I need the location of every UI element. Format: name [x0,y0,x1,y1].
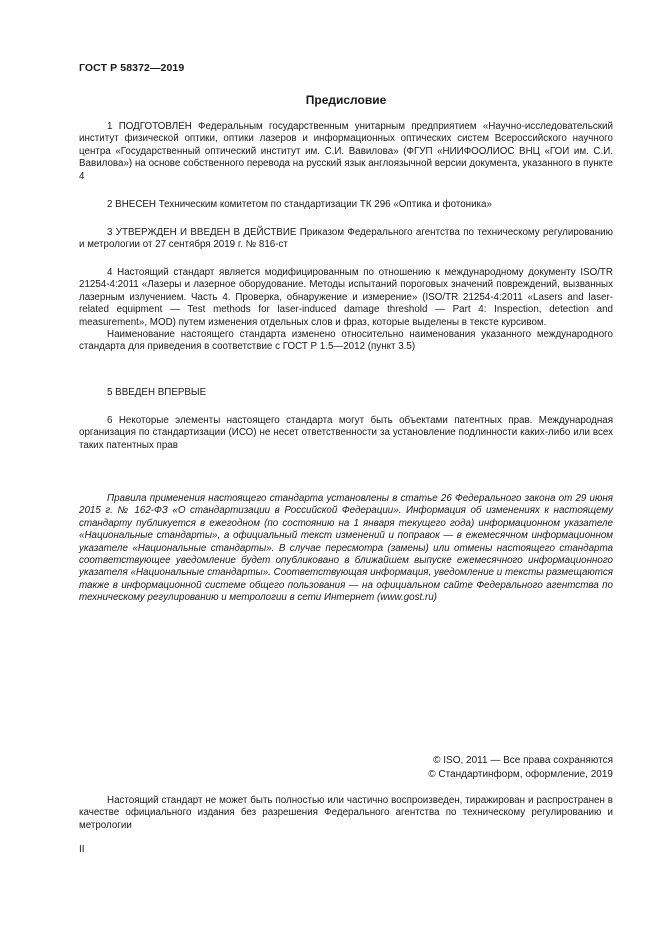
standard-application-notice: Правила применения настоящего стандарта установлены в статье 26 Федерального закона от 29 июня 2015 г. № 162-ФЗ «О стандартизации в Российской Федерации». Информация об изменениях к настоящему стандарту публикуется в ежегодном (по состоянию на 1 января текущего года) информационном указателе «Национальные стандарты», а официальный текст изменений и поправок — в ежемесячном информационном указателе «Национальные стандарты». В случае пересмотра (замены) или отмены настоящего стандарта соответствующее уведомление будет опубликовано в ближайшем выпуске ежемесячного информационного указателя «Национальные стандарты». Соответствующая информация, уведомление и тексты размещаются также в информационной системе общего пользования — на официальном сайте Федерального агентства по техническому регулированию и метрологии в сети Интернет (www.gost.ru) [79,493,613,604]
page-number: II [79,844,85,855]
reproduction-notice: Настоящий стандарт не может быть полностью или частично воспроизведен, тиражирован и распространен в качестве официального издания без разрешения Федерального агентства по техническому регулированию и метрологии [79,795,613,831]
foreword-item-5: 5 ВВЕДЕН ВПЕРВЫЕ [107,387,207,398]
foreword-item-4-text: 4 Настоящий стандарт является модифицированным по отношению к международному документу ISO/TR 21254-4:2011 «Лазеры и лазерное оборудование. Методы испытаний пороговых значений повреждений, вызванных лазерным излучением. Часть 4. Проверка, обнаружение и измерение» (ISO/TR 21254-4:2011 «Lasers and laser-related equipment — Test methods for laser-induced damage threshold — Part 4: Inspection, detection and measurement», MOD) путем изменения отдельных слов и фраз, которые выделены в тексте курсивом. [79,267,613,328]
foreword-item-3: 3 УТВЕРЖДЕН И ВВЕДЕН В ДЕЙСТВИЕ Приказом Федерального агентства по техническому регулированию и метрологии от 27 сентября 2019 г. № 816-ст [79,227,613,251]
foreword-item-6: 6 Некоторые элементы настоящего стандарта могут быть объектами патентных прав. Международная организация по стандартизации (ИСО) не несет ответственности за установление подлинности каких-либо или всех таких патентных прав [79,415,613,451]
copyright-standartinform: © Стандартинформ, оформление, 2019 [428,768,613,780]
foreword-item-1: 1 ПОДГОТОВЛЕН Федеральным государственным унитарным предприятием «Научно-исследовательский институт физической оптики, оптики лазеров и информационных оптических систем Всероссийского научного центра «Государственный оптический институт им. С.И. Вавилова» (ФГУП «НИИФООЛИОС ВНЦ «ГОИ им. С.И. Вавилова») на основе собственного перевода на русский язык англоязычной версии документа, указанного в пункте 4 [79,121,613,182]
foreword-item-4-note: Наименование настоящего стандарта изменено относительно наименования указанного международного стандарта для приведения в соответствие с ГОСТ Р 1.5—2012 (пункт 3.5) [79,329,613,353]
copyright-block [428,754,613,781]
foreword-title: Предисловие [305,93,387,107]
copyright-iso: © ISO, 2011 — Все права сохраняются [433,755,613,766]
foreword-item-2: 2 ВНЕСЕН Техническим комитетом по стандартизации ТК 296 «Оптика и фотоника» [107,199,492,210]
document-header: ГОСТ Р 58372—2019 [79,62,185,74]
foreword-item-4 [79,267,613,354]
